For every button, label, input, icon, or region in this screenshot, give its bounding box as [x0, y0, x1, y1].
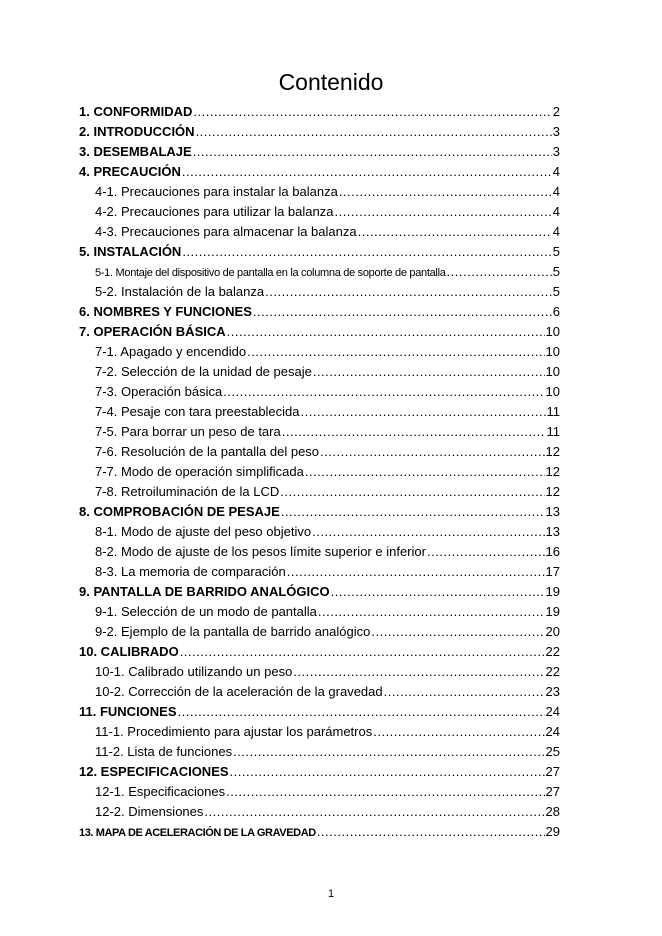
- toc-dot-leader: [196, 122, 552, 142]
- toc-entry-page: 4: [552, 184, 560, 199]
- toc-entry-title: 11. FUNCIONES: [79, 704, 177, 719]
- toc-section-entry[interactable]: [79, 482, 560, 502]
- toc-section-entry[interactable]: [79, 522, 560, 542]
- toc-entry-title: 7-7. Modo de operación simplificada: [95, 464, 304, 479]
- toc-entry-page: 25: [545, 744, 560, 759]
- toc-entry-title: 10-1. Calibrado utilizando un peso: [95, 664, 293, 679]
- toc-entry-page: 20: [545, 624, 560, 639]
- toc-chapter-entry[interactable]: [79, 322, 560, 342]
- toc-dot-leader: [253, 302, 552, 322]
- toc-entry-page: 4: [552, 164, 560, 179]
- toc-dot-leader: [226, 782, 544, 802]
- toc-entry-title: 12. ESPECIFICACIONES: [79, 764, 229, 779]
- toc-dot-leader: [204, 802, 544, 822]
- toc-dot-leader: [331, 582, 545, 602]
- toc-entry-page: 6: [552, 304, 560, 319]
- toc-dot-leader: [301, 402, 546, 422]
- toc-section-entry[interactable]: [79, 382, 560, 402]
- toc-entry-page: 2: [552, 104, 560, 119]
- toc-entry-page: 5: [552, 284, 560, 299]
- toc-entry-title: 4-3. Precauciones para almacenar la balanza: [95, 224, 357, 239]
- toc-entry-page: 17: [545, 564, 560, 579]
- toc-entry-title: 9-2. Ejemplo de la pantalla de barrido analógico: [95, 624, 371, 639]
- toc-dot-leader: [247, 342, 544, 362]
- toc-entry-title: 10-2. Corrección de la aceleración de la gravedad: [95, 684, 383, 699]
- toc-dot-leader: [223, 382, 544, 402]
- toc-dot-leader: [182, 162, 552, 182]
- toc-chapter-entry[interactable]: [79, 242, 560, 262]
- toc-entry-page: 10: [545, 364, 560, 379]
- toc-entry-page: 12: [545, 464, 560, 479]
- toc-entry-title: 5. INSTALACIÓN: [79, 244, 182, 259]
- toc-entry-title: 11-2. Lista de funciones: [95, 744, 233, 759]
- toc-entry-page: 4: [552, 204, 560, 219]
- toc-dot-leader: [287, 562, 545, 582]
- toc-dot-leader: [265, 282, 552, 302]
- toc-entry-title: 4-1. Precauciones para instalar la balanza: [95, 184, 338, 199]
- toc-chapter-entry[interactable]: [79, 702, 560, 722]
- toc-section-entry[interactable]: [79, 542, 560, 562]
- toc-dot-leader: [313, 362, 545, 382]
- toc-section-entry[interactable]: [79, 662, 560, 682]
- toc-entry-page: 22: [545, 644, 560, 659]
- toc-entry-title: 7-4. Pesaje con tara preestablecida: [95, 404, 300, 419]
- toc-entry-title: 12-1. Especificaciones: [95, 784, 226, 799]
- page-number: 1: [327, 888, 335, 900]
- toc-entry-page: 27: [545, 784, 560, 799]
- toc-entry-page: 27: [545, 764, 560, 779]
- toc-entry-title: 13. MAPA DE ACELERACIÓN DE LA GRAVEDAD: [79, 827, 316, 839]
- toc-entry-page: 5: [552, 264, 560, 279]
- toc-dot-leader: [317, 822, 545, 842]
- toc-entry-page: 13: [545, 524, 560, 539]
- toc-entry-page: 3: [552, 124, 560, 139]
- toc-dot-leader: [293, 662, 544, 682]
- toc-section-entry[interactable]: [79, 422, 560, 442]
- toc-dot-leader: [427, 542, 545, 562]
- toc-dot-leader: [193, 102, 551, 122]
- toc-dot-leader: [447, 262, 552, 282]
- toc-entry-page: 22: [545, 664, 560, 679]
- toc-entry-title: 5-2. Instalación de la balanza: [95, 284, 265, 299]
- toc-entry-page: 10: [545, 384, 560, 399]
- toc-entry-title: 7-1. Apagado y encendido: [95, 344, 247, 359]
- toc-dot-leader: [182, 242, 551, 262]
- toc-dot-leader: [282, 422, 546, 442]
- toc-entry-page: 28: [545, 804, 560, 819]
- toc-entry-page: 10: [545, 344, 560, 359]
- page-title: Contenido: [278, 69, 384, 95]
- toc-section-entry[interactable]: [79, 182, 560, 202]
- toc-section-entry[interactable]: [79, 402, 560, 422]
- toc-dot-leader: [230, 762, 545, 782]
- toc-entry-page: 5: [552, 244, 560, 259]
- toc-dot-leader: [180, 642, 545, 662]
- toc-chapter-entry[interactable]: [79, 122, 560, 142]
- toc-entry-title: 1. CONFORMIDAD: [79, 104, 193, 119]
- toc-dot-leader: [233, 742, 544, 762]
- toc-section-entry[interactable]: [79, 782, 560, 802]
- toc-dot-leader: [320, 442, 544, 462]
- toc-dot-leader: [334, 202, 551, 222]
- toc-section-entry[interactable]: [79, 562, 560, 582]
- toc-entry-page: 11: [546, 404, 560, 419]
- toc-entry-title: 3. DESEMBALAJE: [79, 144, 192, 159]
- toc-section-entry[interactable]: [79, 462, 560, 482]
- toc-entry-page: 13: [545, 504, 560, 519]
- toc-dot-leader: [280, 482, 544, 502]
- table-of-contents: [79, 102, 560, 842]
- toc-entry-title: 8-3. La memoria de comparación: [95, 564, 286, 579]
- toc-chapter-entry[interactable]: [79, 302, 560, 322]
- toc-entry-title: 5-1. Montaje del dispositivo de pantalla en la columna de soporte de pantalla: [95, 267, 446, 279]
- toc-entry-title: 8-1. Modo de ajuste del peso objetivo: [95, 524, 312, 539]
- toc-section-entry[interactable]: [79, 262, 560, 282]
- toc-dot-leader: [373, 722, 544, 742]
- toc-entry-title: 2. INTRODUCCIÓN: [79, 124, 195, 139]
- toc-entry-title: 7-6. Resolución de la pantalla del peso: [95, 444, 320, 459]
- toc-entry-title: 9. PANTALLA DE BARRIDO ANALÓGICO: [79, 584, 330, 599]
- toc-dot-leader: [358, 222, 552, 242]
- toc-entry-page: 23: [545, 684, 560, 699]
- toc-section-entry[interactable]: [79, 742, 560, 762]
- toc-entry-title: 4-2. Precauciones para utilizar la balanza: [95, 204, 334, 219]
- toc-entry-page: 12: [545, 484, 560, 499]
- toc-dot-leader: [227, 322, 545, 342]
- toc-section-entry[interactable]: [79, 802, 560, 822]
- toc-entry-page: 16: [545, 544, 560, 559]
- toc-entry-title: 7. OPERACIÓN BÁSICA: [79, 324, 226, 339]
- toc-entry-title: 10. CALIBRADO: [79, 644, 179, 659]
- toc-entry-title: 7-2. Selección de la unidad de pesaje: [95, 364, 312, 379]
- toc-section-entry[interactable]: [79, 362, 560, 382]
- toc-section-entry[interactable]: [79, 442, 560, 462]
- toc-section-entry[interactable]: [79, 282, 560, 302]
- toc-section-entry[interactable]: [79, 202, 560, 222]
- toc-entry-title: 7-8. Retroiluminación de la LCD: [95, 484, 280, 499]
- toc-chapter-entry[interactable]: [79, 582, 560, 602]
- toc-entry-title: 12-2. Dimensiones: [95, 804, 204, 819]
- toc-dot-leader: [339, 182, 552, 202]
- toc-section-entry[interactable]: [79, 622, 560, 642]
- toc-entry-page: 19: [545, 584, 560, 599]
- toc-section-entry[interactable]: [79, 682, 560, 702]
- toc-entry-title: 8-2. Modo de ajuste de los pesos límite superior e inferior: [95, 544, 426, 559]
- toc-dot-leader: [193, 142, 552, 162]
- toc-entry-title: 11-1. Procedimiento para ajustar los parámetros: [95, 724, 373, 739]
- toc-section-entry[interactable]: [79, 722, 560, 742]
- toc-section-entry[interactable]: [79, 342, 560, 362]
- toc-entry-page: 29: [545, 824, 560, 839]
- toc-entry-title: 7-3. Operación básica: [95, 384, 223, 399]
- toc-entry-title: 8. COMPROBACIÓN DE PESAJE: [79, 504, 280, 519]
- toc-entry-page: 24: [545, 724, 560, 739]
- toc-dot-leader: [312, 522, 544, 542]
- toc-entry-page: 10: [545, 324, 560, 339]
- toc-entry-page: 24: [545, 704, 560, 719]
- toc-dot-leader: [305, 462, 545, 482]
- toc-chapter-entry[interactable]: [79, 642, 560, 662]
- toc-section-entry[interactable]: [79, 602, 560, 622]
- toc-dot-leader: [384, 682, 545, 702]
- toc-entry-page: 4: [552, 224, 560, 239]
- toc-entry-page: 12: [545, 444, 560, 459]
- toc-entry-page: 11: [546, 424, 560, 439]
- toc-dot-leader: [371, 622, 544, 642]
- toc-entry-title: 4. PRECAUCIÓN: [79, 164, 181, 179]
- toc-chapter-entry[interactable]: [79, 102, 560, 122]
- toc-entry-title: 9-1. Selección de un modo de pantalla: [95, 604, 317, 619]
- toc-chapter-entry[interactable]: [79, 762, 560, 782]
- toc-entry-title: 6. NOMBRES Y FUNCIONES: [79, 304, 252, 319]
- toc-dot-leader: [281, 502, 545, 522]
- toc-entry-title: 7-5. Para borrar un peso de tara: [95, 424, 281, 439]
- toc-section-entry[interactable]: [79, 222, 560, 242]
- toc-entry-page: 3: [552, 144, 560, 159]
- toc-dot-leader: [178, 702, 545, 722]
- toc-chapter-entry[interactable]: [79, 162, 560, 182]
- toc-dot-leader: [318, 602, 545, 622]
- toc-chapter-entry[interactable]: [79, 142, 560, 162]
- toc-entry-page: 19: [545, 604, 560, 619]
- toc-chapter-entry[interactable]: [79, 822, 560, 842]
- toc-chapter-entry[interactable]: [79, 502, 560, 522]
